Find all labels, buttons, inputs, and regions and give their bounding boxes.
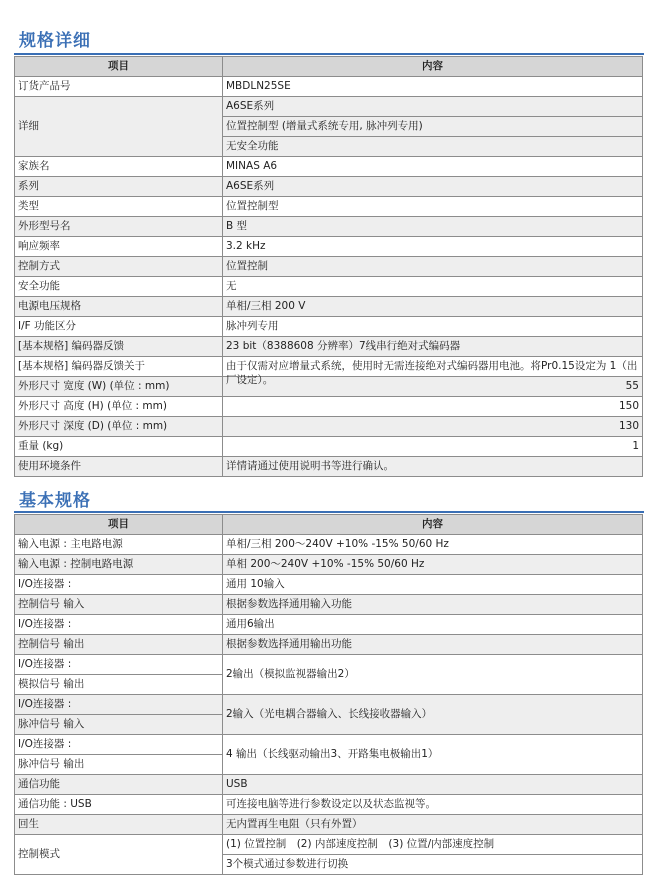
row-label: 通信功能 : USB [15,795,223,815]
row-label: I/F 功能区分 [15,317,223,337]
row-value: 3.2 kHz [223,237,643,257]
table-row [15,595,643,615]
row-label: I/O连接器 : [15,615,223,635]
row-value: MBDLN25SE [223,77,643,97]
row-value: (1) 位置控制 (2) 内部速度控制 (3) 位置/内部速度控制 [223,835,643,855]
title-underline [14,511,644,513]
table-row [15,575,643,595]
row-value: 单相/三相 200 V [223,297,643,317]
row-value-text: 由于仅需对应增量式系统，使用时无需连接绝对式编码器用电池。将Pr0.15设定为 1（出厂设定）。 [226,359,638,386]
row-label: 脉冲信号 输出 [15,755,223,775]
row-value: 23 bit（8388608 分辨率）7线串行绝对式编码器 [223,337,643,357]
table-row [15,635,643,655]
table-row [15,775,643,795]
row-label: 通信功能 [15,775,223,795]
row-label: 控制方式 [15,257,223,277]
row-label: I/O连接器 : [15,735,223,755]
row-label: 外形型号名 [15,217,223,237]
row-value: 2输出（模拟监视器输出2） [223,655,643,695]
row-label: 外形尺寸 高度 (H) (单位 : mm) [15,397,223,417]
table-row [15,695,643,715]
row-value: MINAS A6 [223,157,643,177]
table-row [15,795,643,815]
row-value: 130 [223,417,643,437]
row-value: 单相 200～240V +10% -15% 50/60 Hz [223,555,643,575]
row-value: 通用 10输入 [223,575,643,595]
row-value: A6SE系列 [223,97,643,117]
row-label: 安全功能 [15,277,223,297]
row-label: 重量 (kg) [15,437,223,457]
row-label: 类型 [15,197,223,217]
row-value: 根据参数选择通用输出功能 [223,635,643,655]
row-value: 位置控制 [223,257,643,277]
row-value: 位置控制型 [223,197,643,217]
table-row [15,257,643,277]
table-row [15,815,643,835]
row-label: I/O连接器 : [15,655,223,675]
row-value: 无内置再生电阻（只有外置） [223,815,643,835]
header-item: 项目 [15,515,223,535]
basic-spec-title: 基本规格 [19,491,91,511]
spec-detail-title: 规格详细 [19,31,91,51]
row-value: 4 输出（长线驱动输出3、开路集电极输出1） [223,735,643,775]
table-row [15,437,643,457]
row-label: [基本规格] 编码器反馈关于 [15,357,223,377]
table-row [15,337,643,357]
row-label: I/O连接器 : [15,695,223,715]
table-row [15,217,643,237]
row-value: 脉冲列专用 [223,317,643,337]
row-value: 详情请通过使用说明书等进行确认。 [223,457,643,477]
row-label: 电源电压规格 [15,297,223,317]
header-content: 内容 [223,515,643,535]
row-value: 3个模式通过参数进行切换 [223,855,643,875]
table-row [15,177,643,197]
row-label: 控制信号 输出 [15,635,223,655]
spec-detail-table [14,56,643,477]
row-value: A6SE系列 [223,177,643,197]
table-row [15,535,643,555]
row-value: 55 [223,377,643,397]
row-value: 通用6输出 [223,615,643,635]
row-label: 输入电源 : 控制电路电源 [15,555,223,575]
row-value: USB [223,775,643,795]
row-label: 输入电源 : 主电路电源 [15,535,223,555]
header-item: 项目 [15,57,223,77]
row-value: 根据参数选择通用输入功能 [223,595,643,615]
row-label: 响应频率 [15,237,223,257]
table-row [15,317,643,337]
row-value: 单相/三相 200～240V +10% -15% 50/60 Hz [223,535,643,555]
row-label: 外形尺寸 深度 (D) (单位 : mm) [15,417,223,437]
row-label: 家族名 [15,157,223,177]
table-row [15,97,643,117]
table-row [15,417,643,437]
table-header [15,515,643,535]
row-label: 外形尺寸 宽度 (W) (单位 : mm) [15,377,223,397]
table-row [15,157,643,177]
row-label: 控制模式 [15,835,223,875]
table-row [15,77,643,97]
table-row [15,615,643,635]
row-label: 系列 [15,177,223,197]
row-value: 2输入（光电耦合器输入、长线接收器输入） [223,695,643,735]
table-row [15,197,643,217]
table-row [15,357,643,377]
row-label: [基本规格] 编码器反馈 [15,337,223,357]
row-value: 可连接电脑等进行参数设定以及状态监视等。 [223,795,643,815]
table-row [15,237,643,257]
table-row [15,835,643,855]
table-row [15,735,643,755]
row-value: 无 [223,277,643,297]
table-header [15,57,643,77]
table-row [15,277,643,297]
row-label: 使用环境条件 [15,457,223,477]
table-row [15,655,643,675]
row-label: 控制信号 输入 [15,595,223,615]
row-label: I/O连接器 : [15,575,223,595]
header-content: 内容 [223,57,643,77]
row-label: 模拟信号 输出 [15,675,223,695]
row-label: 脉冲信号 输入 [15,715,223,735]
table-row [15,397,643,417]
row-value: 位置控制型 (增量式系统专用, 脉冲列专用) [223,117,643,137]
row-label: 订货产品号 [15,77,223,97]
row-value: 1 [223,437,643,457]
row-value: 150 [223,397,643,417]
table-row [15,377,643,397]
basic-spec-table [14,514,643,875]
title-underline [14,53,644,55]
table-row [15,457,643,477]
row-value: B 型 [223,217,643,237]
row-label: 回生 [15,815,223,835]
row-value: 无安全功能 [223,137,643,157]
table-row [15,555,643,575]
row-label: 详细 [15,97,223,157]
table-row [15,297,643,317]
